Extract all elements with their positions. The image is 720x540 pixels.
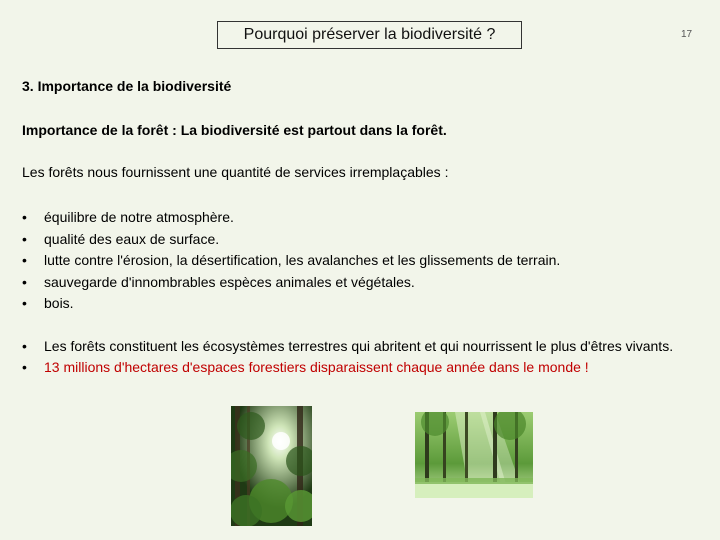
- forest-photo-light-rays: [415, 412, 533, 498]
- list-item-text: équilibre de notre atmosphère.: [44, 209, 234, 225]
- forest-photo-sunlight: [231, 406, 312, 526]
- subtitle: Importance de la forêt : La biodiversité est partout dans la forêt.: [22, 122, 447, 138]
- list-item-text: Les forêts constituent les écosystèmes terrestres qui abritent et qui nourrissent le plus d'êtres vivants.: [44, 338, 674, 354]
- bullet: •: [22, 230, 27, 247]
- list-item: [22, 250, 702, 272]
- list-item: [22, 207, 702, 229]
- forest-photo-sunlight-image: [231, 406, 312, 526]
- list-item: [22, 272, 702, 294]
- list-item: [22, 229, 702, 251]
- list-item-text: lutte contre l'érosion, la désertification, les avalanches et les glissements de terrain.: [44, 252, 561, 269]
- bullet: •: [22, 252, 27, 269]
- list-item: [22, 337, 702, 355]
- section-heading: 3. Importance de la biodiversité: [22, 78, 232, 94]
- list-item: [22, 293, 702, 315]
- bullet: •: [22, 359, 27, 375]
- bullet: •: [22, 338, 27, 354]
- list-item-text: bois.: [44, 295, 74, 312]
- bullet: •: [22, 273, 27, 290]
- list-item-text: 13 millions d'hectares d'espaces forestiers disparaissent chaque année dans le monde !: [44, 359, 589, 375]
- list-item: [22, 358, 702, 376]
- intro-text: Les forêts nous fournissent une quantité de services irremplaçables :: [22, 164, 449, 180]
- services-list: [22, 207, 702, 315]
- list-item-text: qualité des eaux de surface.: [44, 230, 220, 247]
- page-number: 17: [681, 29, 693, 40]
- bullet: •: [22, 295, 27, 312]
- list-item-text: sauvegarde d'innombrables espèces animales et végétales.: [44, 273, 415, 290]
- slide-title: [217, 21, 522, 49]
- bullet: •: [22, 209, 27, 225]
- slide-title-text: Pourquoi préserver la biodiversité ?: [243, 26, 496, 43]
- facts-list: [22, 337, 702, 379]
- forest-photo-light-rays-image: [415, 412, 533, 498]
